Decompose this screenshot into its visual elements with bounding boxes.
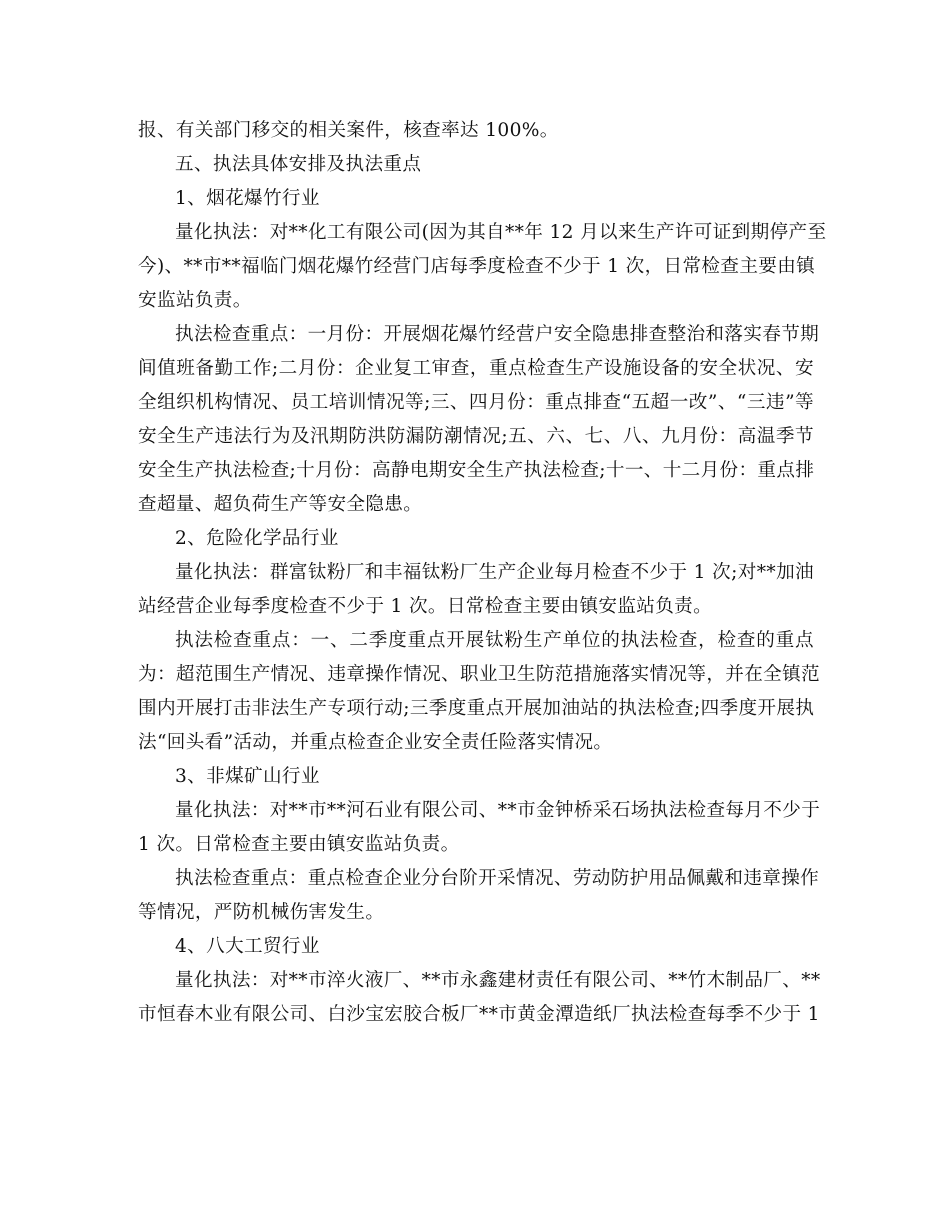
text-line-1: 报、有关部门移交的相关案件，核查率达 100%。 (138, 120, 559, 141)
text-line-24: 等情况，严防机械伤害发生。 (138, 902, 385, 923)
text-line-9: 全组织机构情况、员工培训情况等;三、四月份：重点排查“五超一改”、“三违”等 (138, 392, 814, 413)
document-page (138, 114, 827, 1032)
text-line-22: 1 次。日常检查主要由镇安监站负责。 (138, 834, 460, 855)
subheading-hazardous-chemicals: 2、危险化学品行业 (175, 528, 339, 549)
text-line-4: 量化执法：对**化工有限公司(因为其自**年 12 月以来生产许可证到期停产至 (175, 222, 827, 243)
text-line-11: 安全生产执法检查;十月份：高静电期安全生产执法检查;十一、十二月份：重点排 (138, 460, 815, 481)
text-line-6: 安监站负责。 (138, 290, 252, 311)
text-line-5: 今)、**市**福临门烟花爆竹经营门店每季度检查不少于 1 次，日常检查主要由镇 (138, 256, 816, 277)
text-line-15: 站经营企业每季度检查不少于 1 次。日常检查主要由镇安监站负责。 (138, 596, 713, 617)
subheading-non-coal-mines: 3、非煤矿山行业 (175, 766, 320, 787)
text-line-18: 围内开展打击非法生产专项行动;三季度重点开展加油站的执法检查;四季度开展执 (138, 698, 815, 719)
subheading-fireworks: 1、烟花爆竹行业 (175, 188, 320, 209)
text-line-16: 执法检查重点：一、二季度重点开展钛粉生产单位的执法检查，检查的重点 (175, 630, 814, 651)
text-line-26: 量化执法：对**市淬火液厂、**市永鑫建材责任有限公司、**竹木制品厂、** (175, 970, 821, 991)
text-line-8: 间值班备勤工作;二月份：企业复工审查，重点检查生产设施设备的安全状况、安 (138, 358, 814, 379)
text-line-14: 量化执法：群富钛粉厂和丰福钛粉厂生产企业每月检查不少于 1 次;对**加油 (175, 562, 814, 583)
text-line-7: 执法检查重点：一月份：开展烟花爆竹经营户安全隐患排查整治和落实春节期 (175, 324, 820, 345)
section-heading-5: 五、执法具体安排及执法重点 (175, 154, 422, 175)
text-line-17: 为：超范围生产情况、违章操作情况、职业卫生防范措施落实情况等，并在全镇范 (138, 664, 820, 685)
text-line-12: 查超量、超负荷生产等安全隐患。 (138, 494, 423, 515)
subheading-industry-trade: 4、八大工贸行业 (175, 936, 320, 957)
text-line-21: 量化执法：对**市**河石业有限公司、**市金钟桥采石场执法检查每月不少于 (175, 800, 821, 821)
text-line-19: 法“回头看”活动，并重点检查企业安全责任险落实情况。 (138, 732, 613, 753)
text-line-27: 市恒春木业有限公司、白沙宝宏胶合板厂**市黄金潭造纸厂执法检查每季不少于 1 (138, 1004, 820, 1025)
text-line-10: 安全生产违法行为及汛期防洪防漏防潮情况;五、六、七、八、九月份：高温季节 (138, 426, 814, 447)
text-line-23: 执法检查重点：重点检查企业分台阶开采情况、劳动防护用品佩戴和违章操作 (175, 868, 820, 889)
